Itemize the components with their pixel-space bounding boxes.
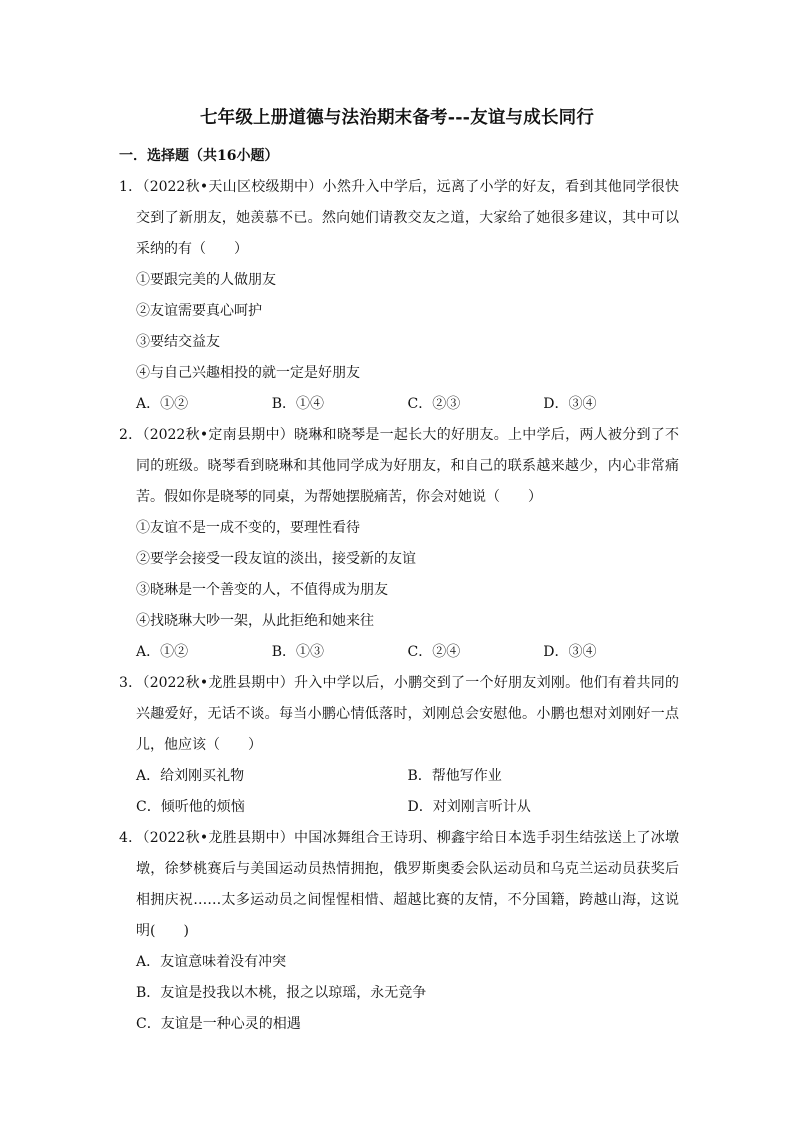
answer-choices bbox=[119, 389, 679, 420]
question-2 bbox=[119, 420, 679, 668]
question-1 bbox=[119, 172, 679, 420]
statement-item: ①友谊不是一成不变的，要理性看待 bbox=[136, 520, 360, 536]
statement-item: ④找晓琳大吵一架，从此拒绝和她来往 bbox=[136, 613, 374, 629]
statement-item: ③要结交益友 bbox=[136, 334, 220, 350]
choice-c: C．友谊是一种心灵的相遇 bbox=[136, 1016, 301, 1032]
answer-choices bbox=[119, 792, 679, 823]
question-stem: 4．（2022秋•龙胜县期中）中国冰舞组合王诗玥、柳鑫宇给日本选手羽生结弦送上了冰墩墩，徐梦桃赛后与美国运动员热情拥抱，俄罗斯奥委会队运动员和乌克兰运动员获奖后相拥庆祝……太多运动员之间惺惺相惜、超越比赛的友情，不分国籍，跨越山海，这说明( ) bbox=[119, 830, 679, 939]
question-4 bbox=[119, 823, 679, 1040]
document-title: 七年级上册道德与法治期末备考---友谊与成长同行 bbox=[199, 108, 595, 128]
statement-item: ③晓琳是一个善变的人，不值得成为朋友 bbox=[136, 582, 388, 598]
answer-choices bbox=[119, 761, 679, 792]
choice-c: C．倾听他的烦恼 bbox=[136, 799, 245, 815]
choice-b: B．帮他写作业 bbox=[407, 768, 502, 784]
question-3 bbox=[119, 668, 679, 823]
statement-item: ①要跟完美的人做朋友 bbox=[136, 272, 276, 288]
section-heading: 一．选择题（共16小题） bbox=[119, 148, 279, 164]
question-stem: 3．（2022秋•龙胜县期中）升入中学以后，小鹏交到了一个好朋友刘刚。他们有着共同的兴趣爱好，无话不谈。每当小鹏心情低落时，刘刚总会安慰他。小鹏也想对刘刚好一点儿，他应该（ ） bbox=[119, 675, 679, 753]
choice-d: D．③④ bbox=[543, 396, 597, 412]
choice-c: C．②④ bbox=[407, 644, 461, 660]
statement-item: ④与自己兴趣相投的就一定是好朋友 bbox=[136, 365, 360, 381]
statement-item: ②友谊需要真心呵护 bbox=[136, 303, 262, 319]
choice-d: D．③④ bbox=[543, 644, 597, 660]
choice-c: C．②③ bbox=[407, 396, 461, 412]
choice-a: A．①② bbox=[136, 644, 189, 660]
choice-a: A．①② bbox=[136, 396, 189, 412]
choice-b: B．①③ bbox=[271, 644, 325, 660]
choice-b: B．友谊是投我以木桃，报之以琼瑶，永无竞争 bbox=[136, 985, 427, 1001]
answer-choices bbox=[119, 637, 679, 668]
choice-d: D．对刘刚言听计从 bbox=[407, 799, 531, 815]
choice-a: A．友谊意味着没有冲突 bbox=[136, 954, 287, 970]
choice-a: A．给刘刚买礼物 bbox=[136, 768, 245, 784]
question-stem: 1．（2022秋•天山区校级期中）小然升入中学后，远离了小学的好友，看到其他同学很快交到了新朋友，她羡慕不已。然向她们请教交友之道，大家给了她很多建议，其中可以采纳的有（ ） bbox=[119, 179, 679, 257]
choice-b: B．①④ bbox=[271, 396, 325, 412]
question-stem: 2．（2022秋•定南县期中）晓琳和晓琴是一起长大的好朋友。上中学后，两人被分到了不同的班级。晓琴看到晓琳和其他同学成为好朋友，和自己的联系越来越少，内心非常痛苦。假如你是晓琴的同桌，为帮她摆脱痛苦，你会对她说（ ） bbox=[119, 427, 679, 505]
statement-item: ②要学会接受一段友谊的淡出，接受新的友谊 bbox=[136, 551, 416, 567]
